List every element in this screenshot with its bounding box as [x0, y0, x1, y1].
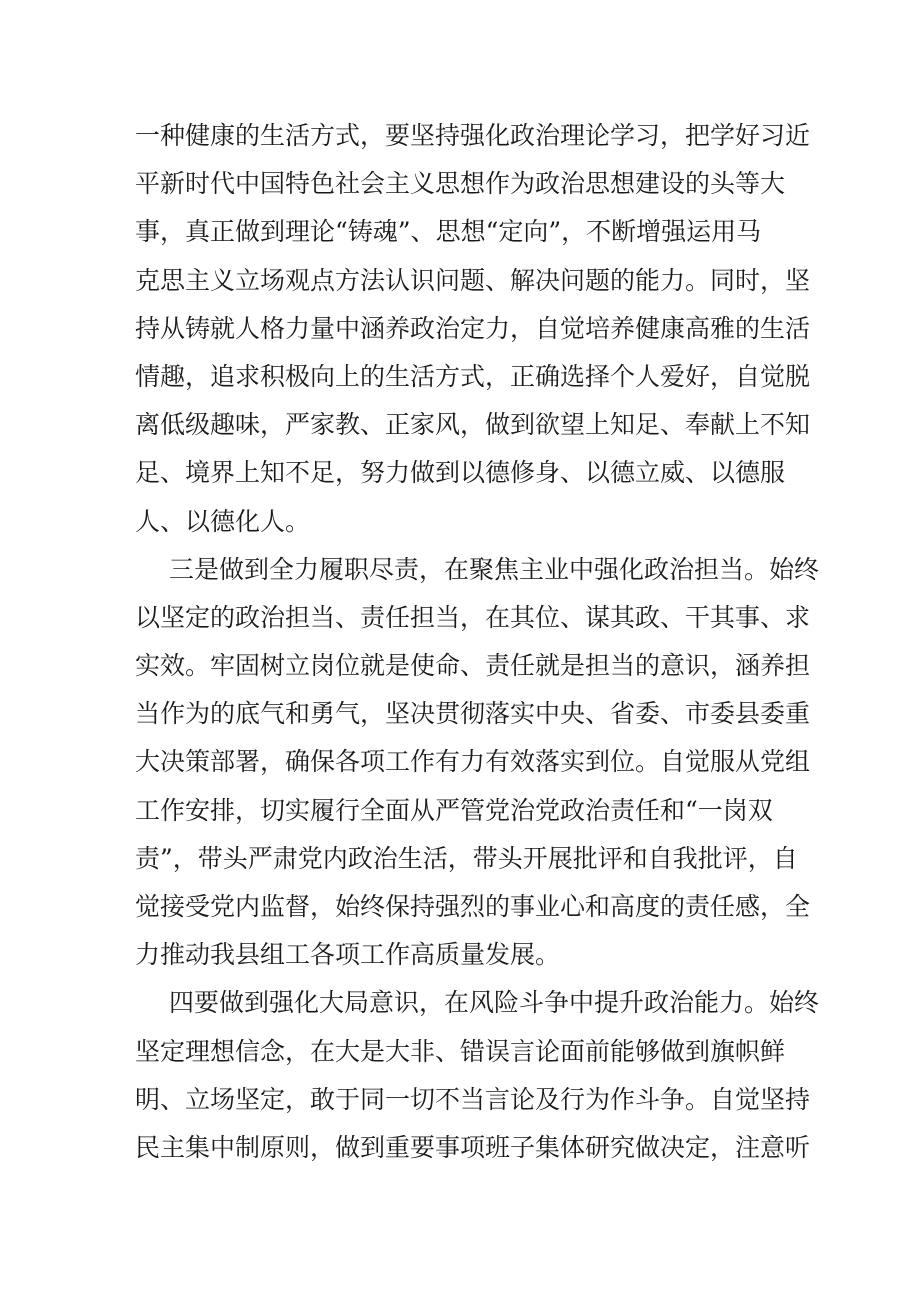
text-line: 足、境界上知不足，努力做到以德修身、以德立威、以德服: [135, 458, 786, 488]
text-line: 人、以德化人。: [135, 506, 311, 536]
text-line: 民主集中制原则，做到重要事项班子集体研究做决定，注意听: [135, 1132, 811, 1162]
text-line: 平新时代中国特色社会主义思想作为政治思想建设的头等大: [135, 169, 786, 199]
paragraph-2: [135, 546, 820, 980]
text-line: 情趣，追求积极向上的生活方式，正确选择个人爱好，自觉脱: [135, 361, 811, 391]
text-line: 当作为的底气和勇气，坚决贯彻落实中央、省委、市委县委重: [135, 699, 811, 729]
text-line: 以坚定的政治担当、责任担当，在其位、谋其政、干其事、求: [135, 602, 811, 632]
text-line: 坚定理想信念，在大是大非、错误言论面前能够做到旗帜鲜: [135, 1036, 786, 1066]
text-line: 离低级趣味，严家教、正家风，做到欲望上知足、奉献上不知: [135, 410, 811, 440]
text-line: 觉接受党内监督，始终保持强烈的事业心和高度的责任感，全: [135, 892, 811, 921]
text-line: 一种健康的生活方式，要坚持强化政治理论学习，把学好习近: [135, 121, 811, 150]
text-line: 四要做到强化大局意识，在风险斗争中提升政治能力。始终: [169, 988, 820, 1018]
text-line: 持从铸就人格力量中涵养政治定力，自觉培养健康高雅的生活: [135, 313, 811, 343]
text-line: 明、立场坚定，敢于同一切不当言论及行为作斗争。自觉坚持: [135, 1084, 811, 1114]
text-line: 事，真正做到理论“铸魂”、思想“定向”，不断增强运用马: [135, 217, 762, 247]
body-text: [135, 112, 820, 1172]
text-line: 责”，带头严肃党内政治生活，带头开展批评和自我批评，自: [135, 843, 798, 873]
text-line: 力推动我县组工各项工作高质量发展。: [135, 940, 561, 970]
paragraph-1: [135, 112, 811, 546]
paragraph-3: [135, 979, 820, 1172]
text-line: 大决策部署，确保各项工作有力有效落实到位。自觉服从党组: [135, 747, 811, 777]
text-line: 三是做到全力履职尽责，在聚焦主业中强化政治担当。始终: [169, 554, 820, 584]
text-line: 实效。牢固树立岗位就是使命、责任就是担当的意识，涵养担: [135, 651, 811, 681]
text-line: 克思主义立场观点方法认识问题、解决问题的能力。同时，坚: [135, 265, 811, 295]
text-line: 工作安排，切实履行全面从严管党治党政治责任和“一岗双: [135, 795, 773, 825]
